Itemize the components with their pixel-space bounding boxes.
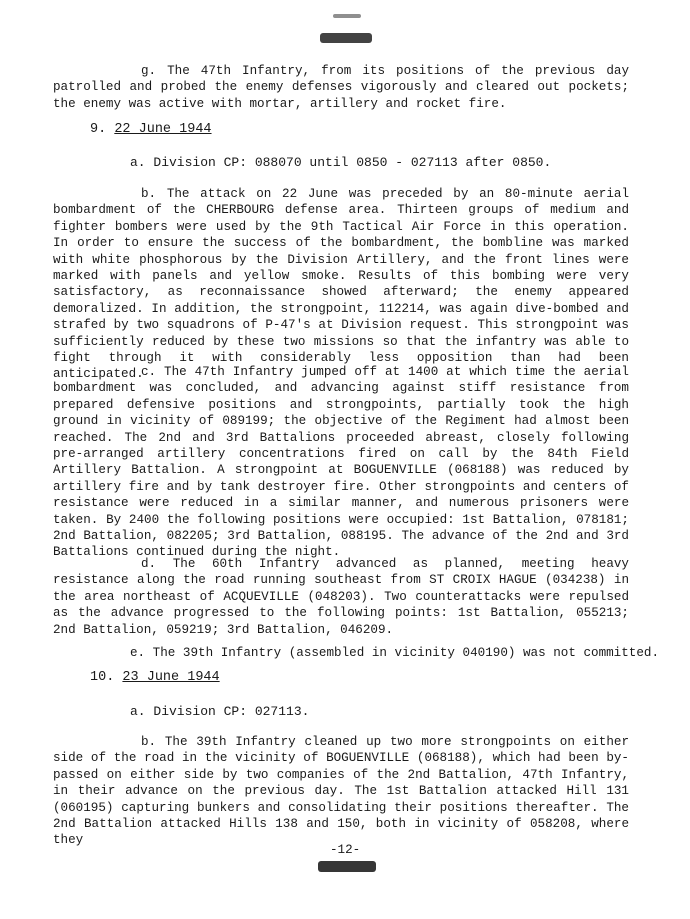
- paragraph-10b: b. The 39th Infantry cleaned up two more strongpoints on either side of the road in the vicinity of BOGUENVILLE (068188), which had been by-passed on either side by two companies of the 2nd Battalion, 47th Infantry, in their advance on the previous day. The 1st Battalion attacked Hill 131 (060195) capturing bunkers and consolidating their positions thereafter. The 2nd Battalion attacked Hills 138 and 150, both in vicinity of 058208, where they: [53, 735, 629, 848]
- paragraph-9g: g. The 47th Infantry, from its positions of the previous day patrolled and probed the enemy defenses vigorously and cleared out pockets; the enemy was active with mortar, artillery and rocket fire.: [53, 64, 629, 111]
- paragraph-9c: c. The 47th Infantry jumped off at 1400 at which time the aerial bombardment was concluded, and advancing against stiff resistance from prepared defensive positions and strongpoints, partially took the high ground in vicinity of 089199; the objective of the Regiment had almost been reached. The 2nd and 3rd Battalions proceeded abreast, closely following pre-arranged artillery concentrations fired on call by the 84th Field Artillery Battalion. A strongpoint at BOGUENVILLE (068188) was reduced by artillery fire and by tank destroyer fire. Other strongpoints and centers of resistance were reduced in a similar manner, and numerous prisoners were taken. By 2400 the following positions were occupied: 1st Battalion, 078181; 2nd Battalion, 082205; 3rd Battalion, 088195. The advance of the 2nd and 3rd Battalions continued during the night.: [53, 365, 629, 560]
- section-10-heading: [90, 669, 220, 686]
- paragraph-10a: a. Division CP: 027113.: [130, 704, 310, 719]
- paragraph-9a: a. Division CP: 088070 until 0850 - 027113 after 0850.: [130, 155, 552, 170]
- paragraph-9d: d. The 60th Infantry advanced as planned, meeting heavy resistance along the road running southeast from ST CROIX HAGUE (034238) in the area northeast of ACQUEVILLE (048203). Two counterattacks were repulsed as the advance progressed to the following points: 1st Battalion, 055213; 2nd Battalion, 059219; 3rd Battalion, 046209.: [53, 557, 629, 637]
- section-date: 23 June 1944: [122, 670, 220, 685]
- section-date: 22 June 1944: [114, 122, 212, 137]
- section-number: 10.: [90, 670, 115, 685]
- classification-stamp: [320, 33, 372, 43]
- section-number: 9.: [90, 122, 107, 137]
- redaction-mark-top: [333, 14, 361, 18]
- paragraph-9b: b. The attack on 22 June was preceded by an 80-minute aerial bombardment of the CHERBOURG defense area. Thirteen groups of medium and fighter bombers were used by the 9th Tactical Air Force in this operation. In order to ensure the success of the bombardment, the bombline was marked with white phosphorous by the Division Artillery, and the front lines were marked with panels and yellow smoke. Results of this bombing were very satisfactory, as reconnaissance showed afterward; the enemy appeared demoralized. In addition, the strongpoint, 112214, was again dive-bombed and strafed by two squadrons of P-47's at Division request. This strongpoint was sufficiently reduced by these two missions so that the infantry was able to fight through it with considerably less opposition than had been anticipated.: [53, 187, 629, 382]
- paragraph-9e: e. The 39th Infantry (assembled in vicinity 040190) was not committed.: [130, 646, 660, 660]
- section-9-heading: [90, 121, 212, 138]
- page-number: -12-: [330, 843, 361, 857]
- redaction-mark-bottom: [318, 861, 376, 872]
